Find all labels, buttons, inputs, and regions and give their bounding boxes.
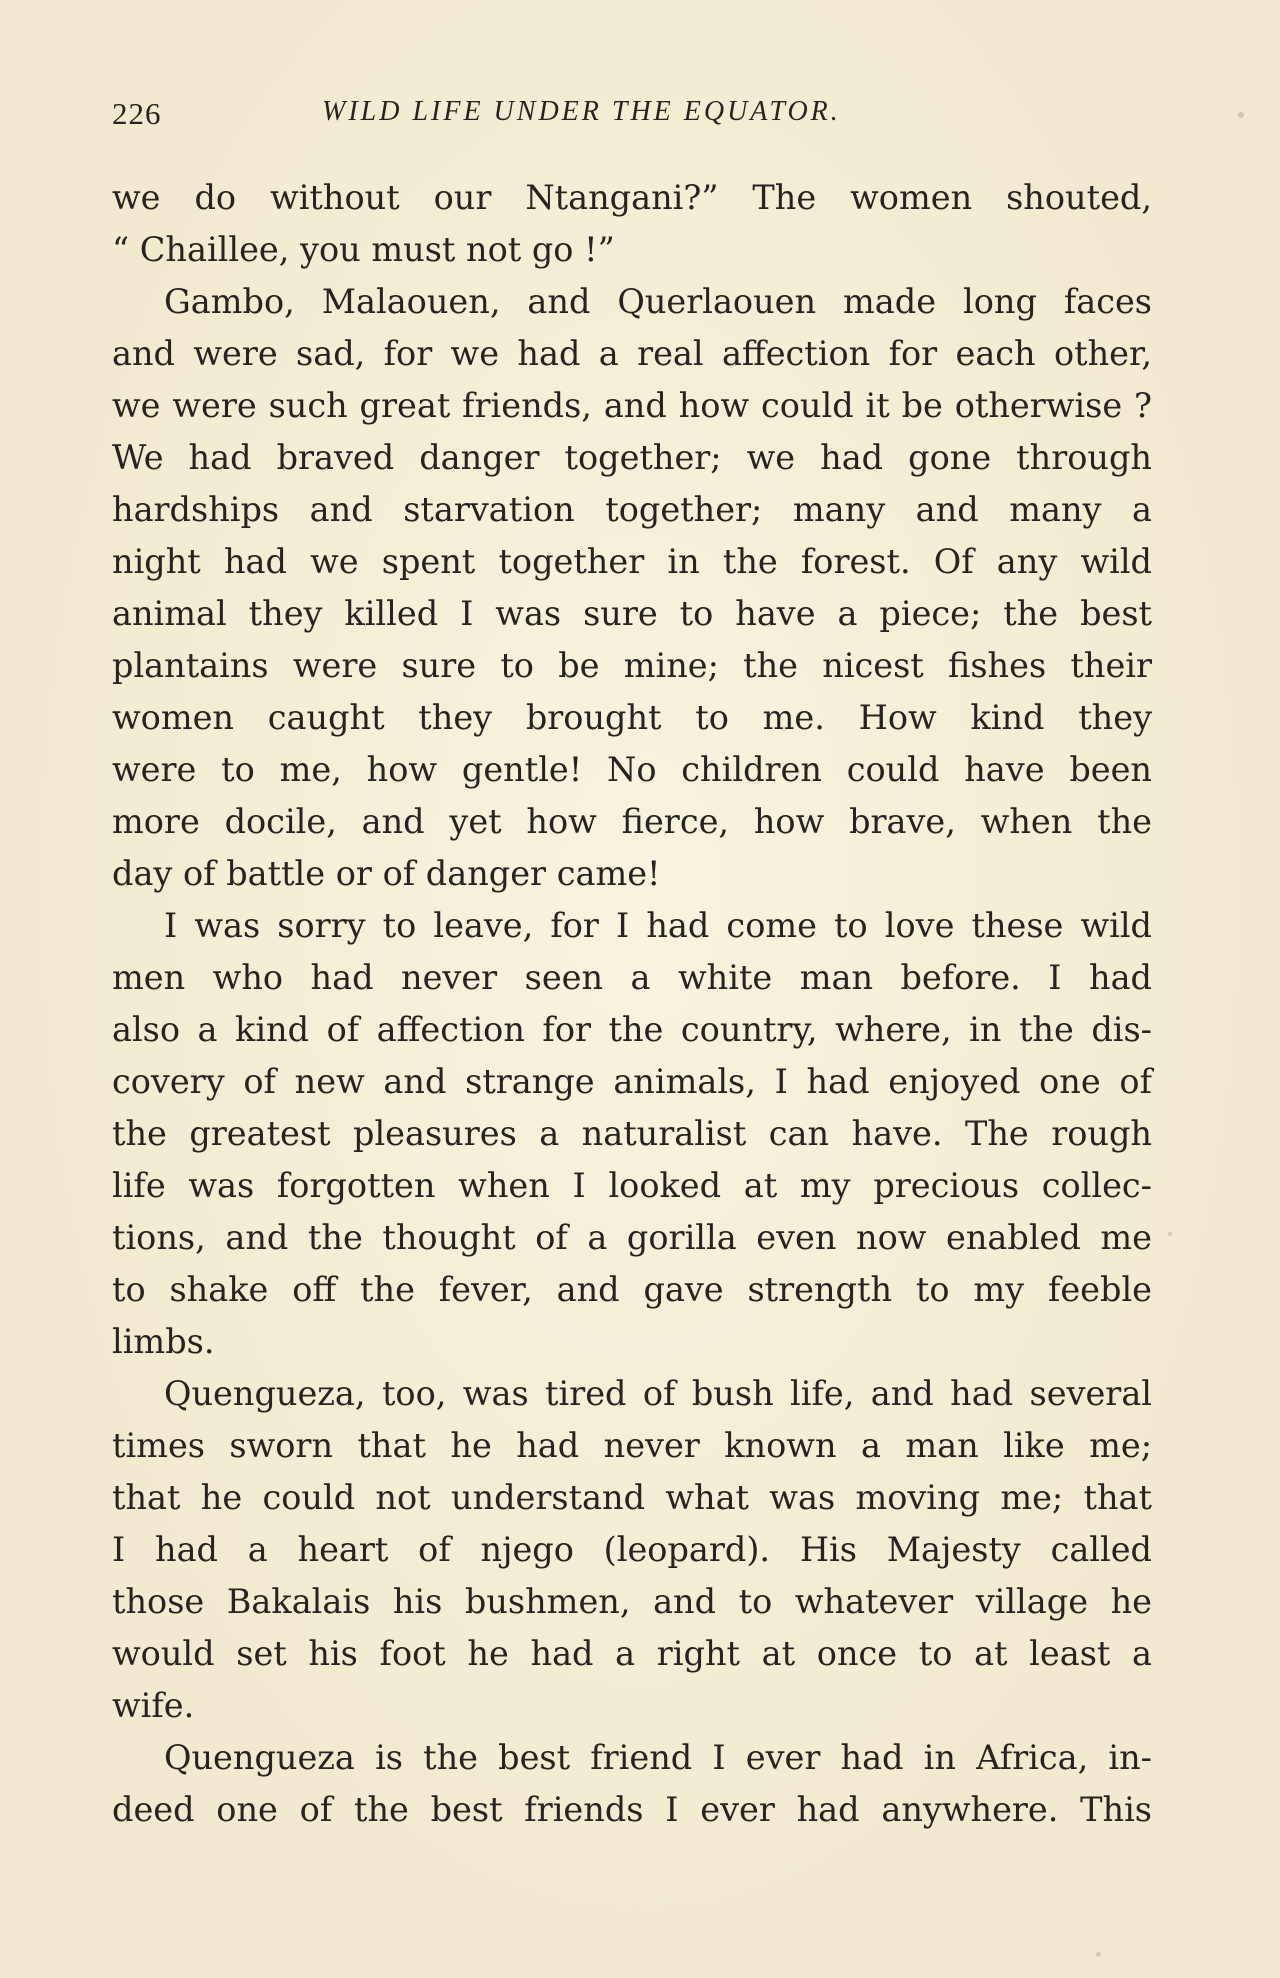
text-line: covery of new and strange animals, I had enjoyed one of (112, 1062, 1152, 1101)
text-line: day of battle or of danger came! (112, 854, 661, 893)
text-line: we do without our Ntangani?” The women shouted, (112, 178, 1152, 217)
text-line: We had braved danger together; we had gone through (112, 438, 1152, 477)
text-line: I was sorry to leave, for I had come to love these wild (164, 906, 1152, 945)
text-line: Quengueza, too, was tired of bush life, and had several (164, 1374, 1152, 1413)
text-line: Quengueza is the best friend I ever had in Africa, in- (164, 1738, 1152, 1777)
running-title: WILD LIFE UNDER THE EQUATOR. (322, 96, 841, 127)
text-line: deed one of the best friends I ever had anywhere. This (112, 1790, 1152, 1829)
text-line: “ Chaillee, you must not go !” (112, 230, 615, 269)
text-line: I had a heart of njego (leopard). His Majesty called (112, 1530, 1152, 1569)
text-line: the greatest pleasures a naturalist can have. The rough (112, 1114, 1152, 1153)
text-line: that he could not understand what was moving me; that (112, 1478, 1152, 1517)
text-line: tions, and the thought of a gorilla even now enabled me (112, 1218, 1152, 1257)
text-line: night had we spent together in the forest. Of any wild (112, 542, 1152, 581)
text-line: and were sad, for we had a real affection for each other, (112, 334, 1152, 373)
text-line: animal they killed I was sure to have a piece; the best (112, 594, 1152, 633)
text-line: we were such great friends, and how could it be otherwise ? (112, 386, 1152, 425)
text-line: also a kind of affection for the country, where, in the dis- (112, 1010, 1152, 1049)
text-line: limbs. (112, 1322, 215, 1361)
text-line: hardships and starvation together; many and many a (112, 490, 1152, 529)
text-line: were to me, how gentle! No children could have been (112, 750, 1152, 789)
text-line: plantains were sure to be mine; the nicest fishes their (112, 646, 1152, 685)
text-line: men who had never seen a white man before. I had (112, 958, 1152, 997)
paper-speck (1238, 112, 1244, 118)
body-text (112, 172, 1152, 1836)
page-number: 226 (112, 96, 162, 131)
text-line: would set his foot he had a right at once to at least a (112, 1634, 1152, 1673)
text-line: to shake off the fever, and gave strength to my feeble (112, 1270, 1152, 1309)
paper-speck (1096, 1952, 1101, 1957)
text-line: Gambo, Malaouen, and Querlaouen made long faces (164, 282, 1152, 321)
text-line: wife. (112, 1686, 195, 1725)
text-line: women caught they brought to me. How kind they (112, 698, 1152, 737)
text-line: life was forgotten when I looked at my precious collec- (112, 1166, 1152, 1205)
running-head (112, 96, 1146, 142)
paper-speck (1168, 1232, 1172, 1236)
text-line: those Bakalais his bushmen, and to whatever village he (112, 1582, 1152, 1621)
text-line: more docile, and yet how fierce, how brave, when the (112, 802, 1152, 841)
text-line: times sworn that he had never known a man like me; (112, 1426, 1152, 1465)
